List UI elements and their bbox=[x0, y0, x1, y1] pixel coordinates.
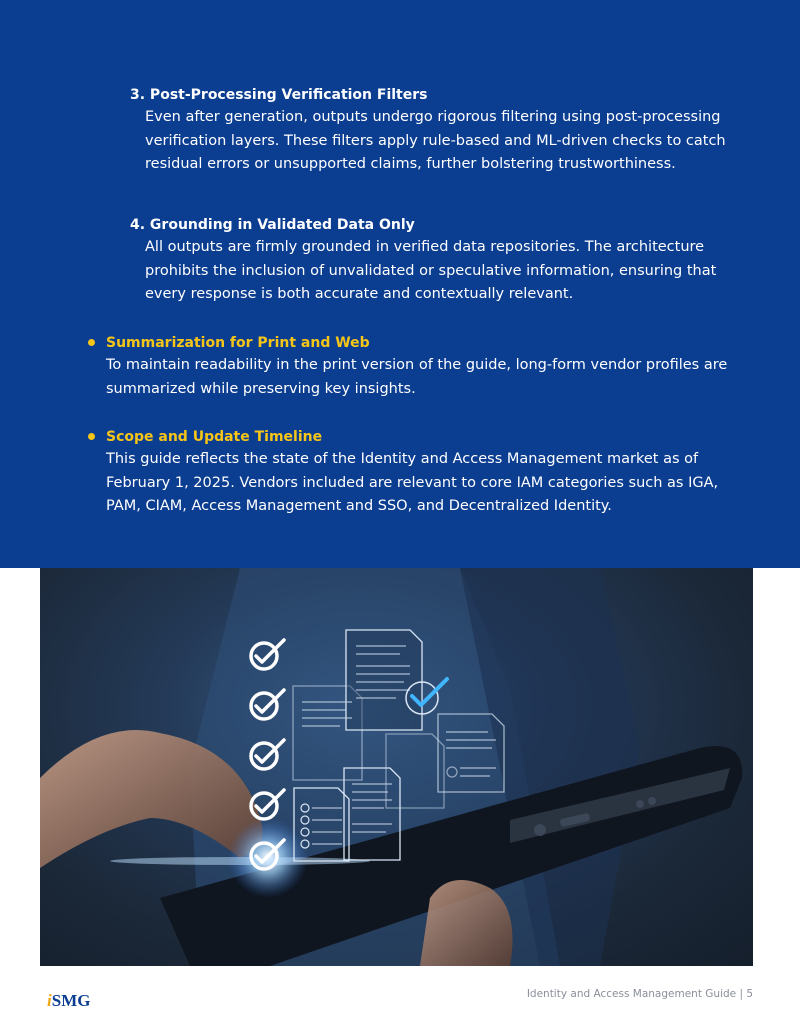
bullet-item bbox=[88, 334, 728, 401]
illustration-svg bbox=[40, 568, 753, 966]
bullet-item bbox=[88, 428, 728, 519]
bullet-title: Summarization for Print and Web bbox=[106, 335, 370, 351]
bullet-body: This guide reflects the state of the Identity and Access Management market as of February 1, 2025. Vendors included are relevant to core IAM categories such as IGA, PAM, CIAM, Access Management and SSO, and Decentralized Identity. bbox=[106, 451, 719, 514]
numbered-item bbox=[130, 86, 730, 177]
tablet-verification-image bbox=[40, 568, 753, 966]
logo-mark: i bbox=[47, 991, 52, 1010]
bullet-icon bbox=[88, 339, 95, 346]
numbered-item bbox=[130, 216, 730, 307]
bullet-icon bbox=[88, 433, 95, 440]
item-title: 3. Post-Processing Verification Filters bbox=[130, 87, 428, 103]
bullet-title: Scope and Update Timeline bbox=[106, 429, 323, 445]
page-footer: Identity and Access Management Guide | 5 bbox=[526, 988, 753, 1000]
ismg-logo bbox=[47, 991, 90, 1011]
logo-text: SMG bbox=[51, 991, 91, 1010]
item-body: Even after generation, outputs undergo rigorous filtering using post-processing verification layers. These filters apply rule-based and ML-driven checks to catch residual errors or unsupported claims, further bolstering trustworthiness. bbox=[145, 109, 726, 172]
item-title: 4. Grounding in Validated Data Only bbox=[130, 217, 415, 233]
bullet-body: To maintain readability in the print version of the guide, long-form vendor profiles are summarized while preserving key insights. bbox=[106, 357, 728, 397]
item-body: All outputs are firmly grounded in verified data repositories. The architecture prohibits the inclusion of unvalidated or speculative information, ensuring that every response is both accurate and contextually relevant. bbox=[145, 239, 717, 302]
